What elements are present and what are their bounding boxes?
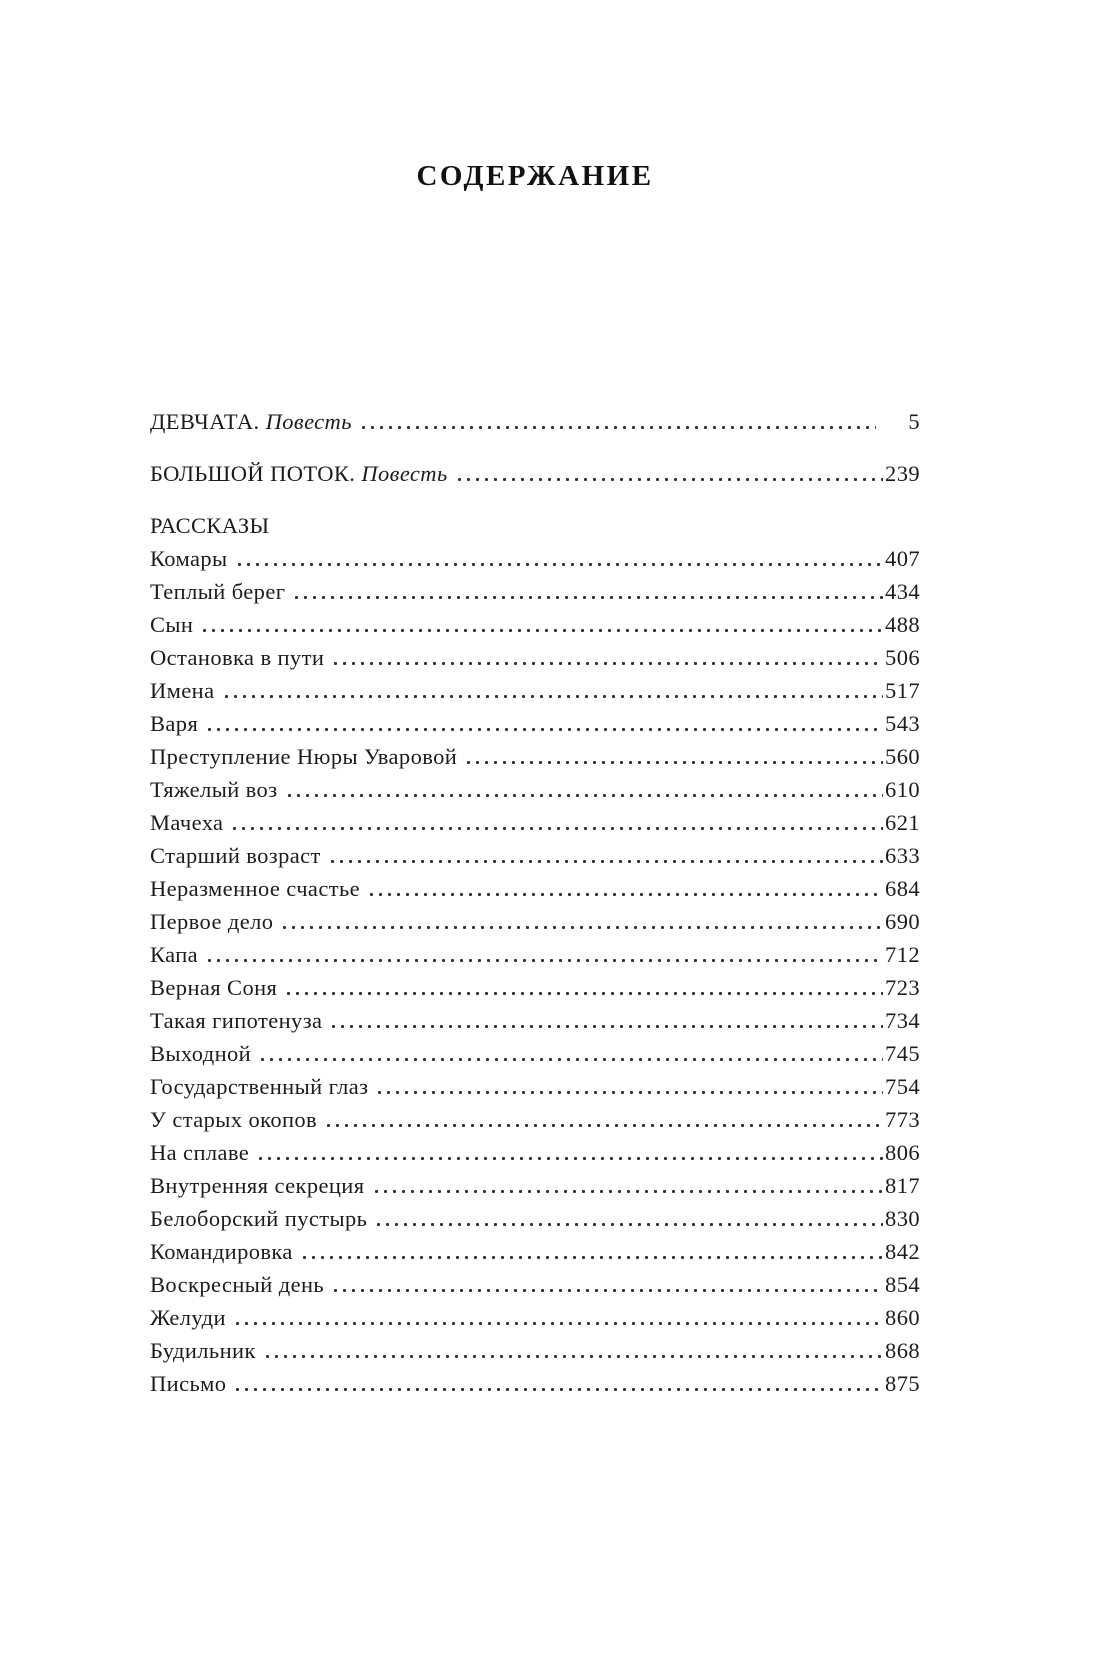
toc-entry-title — [150, 1334, 256, 1367]
toc-entry-title-text: Внутренняя секреция — [150, 1173, 365, 1198]
toc-entry-title-text: Преступление Нюры Уваровой — [150, 744, 458, 769]
toc-entry — [150, 575, 920, 608]
toc-entry — [150, 839, 920, 872]
toc-entry-page-number: 407 — [885, 546, 920, 571]
toc-entry-page-number: 868 — [885, 1338, 920, 1363]
dot-leader — [200, 608, 883, 641]
toc-entry-page-number: 621 — [885, 810, 920, 835]
toc-entry — [150, 1070, 920, 1103]
toc-entry-page-number: 5 — [908, 409, 920, 434]
toc-entry-page-number: 817 — [885, 1173, 920, 1198]
toc-entry — [150, 457, 920, 490]
toc-entry-page-number: 610 — [885, 777, 920, 802]
toc-entry — [150, 1202, 920, 1235]
toc-entry-page-number: 239 — [885, 461, 920, 486]
toc-entry-title-text: Сын — [150, 612, 194, 637]
toc-entry-title-text: Варя — [150, 711, 199, 736]
toc-entry-page-number: 434 — [885, 579, 920, 604]
toc-entry-title — [150, 1103, 317, 1136]
toc-entry-title — [150, 872, 360, 905]
toc-entry-title-text: Теплый берег — [150, 579, 286, 604]
toc-entry — [150, 740, 920, 773]
toc-entry-title-text: На сплаве — [150, 1140, 250, 1165]
dot-leader — [205, 707, 883, 740]
toc-entry-title-text: Государственный глаз — [150, 1074, 369, 1099]
toc-entry-title-text: Командировка — [150, 1239, 293, 1264]
toc-entry-page-number: 830 — [885, 1206, 920, 1231]
toc-entry-title-text: Имена — [150, 678, 215, 703]
dot-leader — [328, 839, 883, 872]
dot-leader — [331, 641, 883, 674]
toc-entry-title — [150, 542, 228, 575]
toc-entry — [150, 1169, 920, 1202]
toc-entry-title-text: Первое дело — [150, 909, 274, 934]
dot-leader — [222, 674, 884, 707]
toc-entry-page-number: 723 — [885, 975, 920, 1000]
toc-entry-title-text: Желуди — [150, 1305, 226, 1330]
toc-entry-title-text: Остановка в пути — [150, 645, 325, 670]
toc-entry — [150, 405, 920, 438]
toc-entry-page-number: 745 — [885, 1041, 920, 1066]
dot-leader — [233, 1301, 883, 1334]
toc-entry-title — [150, 707, 198, 740]
toc-entry-page-number: 560 — [885, 744, 920, 769]
toc-entry-title-text: Письмо — [150, 1371, 227, 1396]
toc-entry-title — [150, 839, 321, 872]
toc-entry-title — [150, 806, 223, 839]
toc-entry-page-number: 806 — [885, 1140, 920, 1165]
dot-leader — [375, 1070, 883, 1103]
toc-entry — [150, 806, 920, 839]
toc-entry — [150, 641, 920, 674]
toc-entry-title — [150, 740, 457, 773]
dot-leader — [280, 905, 883, 938]
dot-leader — [233, 1367, 883, 1400]
toc-entry — [150, 542, 920, 575]
toc-entry-title — [150, 405, 352, 438]
toc-entry-page-number: 517 — [885, 678, 920, 703]
toc-entry-page-number: 543 — [885, 711, 920, 736]
toc-entry-title-text: Воскресный день — [150, 1272, 325, 1297]
toc-entry-title-text: У старых окопов — [150, 1107, 318, 1132]
dot-leader — [331, 1268, 883, 1301]
toc-entry-title — [150, 1367, 226, 1400]
page-title: СОДЕРЖАНИЕ — [416, 160, 654, 192]
toc-entry-title — [150, 938, 198, 971]
dot-leader — [374, 1202, 883, 1235]
dot-leader — [329, 1004, 883, 1037]
table-of-contents — [150, 405, 920, 1400]
toc-entry-title — [150, 1169, 365, 1202]
toc-entry-page-number: 712 — [885, 942, 920, 967]
toc-entry-genre: Повесть — [361, 461, 448, 486]
dot-leader — [235, 542, 884, 575]
toc-entry-title — [150, 641, 324, 674]
toc-entry-title — [150, 1202, 367, 1235]
toc-entry — [150, 1103, 920, 1136]
dot-leader — [258, 1037, 883, 1070]
toc-entry-page-number: 734 — [885, 1008, 920, 1033]
toc-entry — [150, 773, 920, 806]
toc-entry-page-number: 860 — [885, 1305, 920, 1330]
dot-leader — [263, 1334, 883, 1367]
toc-entry-page-number: 875 — [885, 1371, 920, 1396]
toc-entry-title-text: Тяжелый воз — [150, 777, 278, 802]
dot-leader — [464, 740, 883, 773]
toc-entry — [150, 1037, 920, 1070]
toc-entry — [150, 1136, 920, 1169]
toc-entry — [150, 1334, 920, 1367]
toc-entry — [150, 905, 920, 938]
toc-entry-title — [150, 1037, 251, 1070]
toc-entry-title — [150, 1070, 368, 1103]
toc-entry-title — [150, 1004, 322, 1037]
dot-leader — [230, 806, 883, 839]
dot-leader — [367, 872, 883, 905]
toc-entry-title — [150, 905, 273, 938]
toc-entry-page-number: 854 — [885, 1272, 920, 1297]
toc-entry — [150, 1268, 920, 1301]
toc-entry-title — [150, 608, 193, 641]
dot-leader — [455, 457, 883, 490]
toc-entry — [150, 707, 920, 740]
toc-entry-title-text: Такая гипотенуза — [150, 1008, 323, 1033]
toc-entry-title — [150, 1235, 293, 1268]
dot-leader — [292, 575, 883, 608]
toc-entry-page-number: 633 — [885, 843, 920, 868]
toc-entry-title-text: Мачеха — [150, 810, 224, 835]
toc-entry-title-text: ДЕВЧАТА. — [150, 409, 260, 434]
toc-entry — [150, 971, 920, 1004]
toc-entry-title — [150, 1268, 324, 1301]
toc-entry-title — [150, 575, 285, 608]
toc-entry — [150, 1301, 920, 1334]
dot-leader — [205, 938, 883, 971]
toc-entry-page-number: 754 — [885, 1074, 920, 1099]
toc-entry-title — [150, 674, 215, 707]
toc-entry-page-number: 506 — [885, 645, 920, 670]
toc-entry-page-number: 690 — [885, 909, 920, 934]
toc-entry-title — [150, 1136, 249, 1169]
toc-entry-title-text: Комары — [150, 546, 228, 571]
dot-leader — [324, 1103, 883, 1136]
toc-entry-title-text: Капа — [150, 942, 199, 967]
toc-entry-title — [150, 773, 278, 806]
toc-entry-page-number: 842 — [885, 1239, 920, 1264]
toc-entry-title-text: Будильник — [150, 1338, 256, 1363]
toc-entry-page-number: 488 — [885, 612, 920, 637]
dot-leader — [359, 405, 876, 438]
toc-section-heading — [150, 509, 920, 542]
toc-entry-page-number: 773 — [885, 1107, 920, 1132]
toc-entry-page-number: 684 — [885, 876, 920, 901]
toc-entry — [150, 1367, 920, 1400]
toc-entry-title — [150, 971, 277, 1004]
toc-entry — [150, 608, 920, 641]
toc-entry-title-text: Старший возраст — [150, 843, 321, 868]
toc-entry — [150, 674, 920, 707]
toc-entry — [150, 872, 920, 905]
dot-leader — [256, 1136, 883, 1169]
toc-entry — [150, 1004, 920, 1037]
dot-leader — [284, 971, 883, 1004]
toc-entry-genre: Повесть — [265, 409, 352, 434]
dot-leader — [372, 1169, 884, 1202]
toc-entry-title-text: Неразменное счастье — [150, 876, 360, 901]
toc-entry — [150, 1235, 920, 1268]
toc-entry-title — [150, 1301, 226, 1334]
dot-leader — [300, 1235, 883, 1268]
toc-entry-title — [150, 457, 448, 490]
dot-leader — [285, 773, 884, 806]
toc-entry-title-text: Белоборский пустырь — [150, 1206, 368, 1231]
toc-section-heading-label: РАССКАЗЫ — [150, 513, 270, 538]
toc-entry — [150, 938, 920, 971]
toc-entry-title-text: Выходной — [150, 1041, 252, 1066]
toc-entry-title-text: БОЛЬШОЙ ПОТОК. — [150, 461, 356, 486]
toc-entry-title-text: Верная Соня — [150, 975, 278, 1000]
